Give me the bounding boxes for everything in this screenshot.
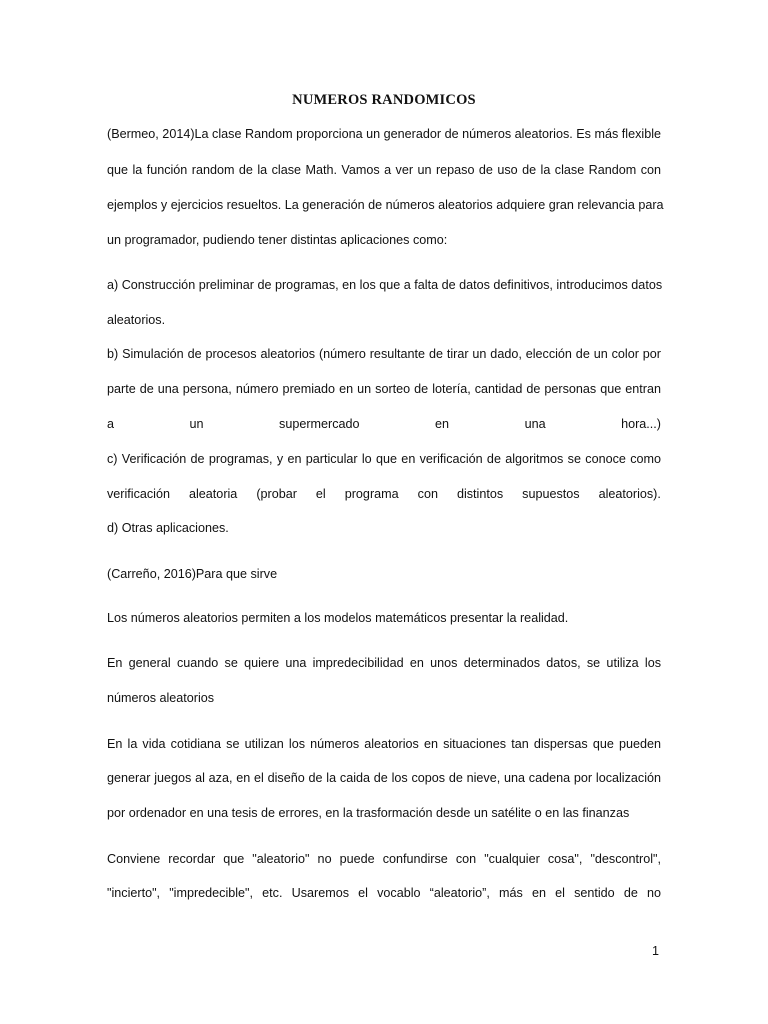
word: con — [417, 487, 438, 501]
document-title: NUMEROS RANDOMICOS — [292, 92, 476, 108]
paragraph-line: por ordenador en una tesis de errores, en la trasformación desde un satélite o en las finanzas — [107, 806, 630, 820]
word: hora...) — [621, 417, 661, 431]
paragraph-line-spread — [107, 486, 661, 502]
paragraph-line: parte de una persona, número premiado en un sorteo de lotería, cantidad de personas que entran — [107, 382, 661, 396]
word: verificación — [107, 487, 170, 501]
paragraph-line: un programador, pudiendo tener distintas aplicaciones como: — [107, 233, 448, 247]
paragraph-line: En la vida cotidiana se utilizan los números aleatorios en situaciones tan dispersas que pueden — [107, 737, 661, 751]
word: supermercado — [279, 417, 360, 431]
paragraph-line: ejemplos y ejercicios resueltos. La generación de números aleatorios adquiere gran relevancia para — [107, 198, 664, 212]
word: aleatoria — [189, 487, 238, 501]
paragraph-line: Conviene recordar que "aleatorio" no puede confundirse con "cualquier cosa", "descontrol", — [107, 852, 661, 866]
paragraph-line: números aleatorios — [107, 691, 215, 705]
paragraph-line: b) Simulación de procesos aleatorios (número resultante de tirar un dado, elección de un color por — [107, 347, 661, 361]
word: el — [315, 487, 326, 501]
word: a — [107, 417, 115, 431]
section-heading: (Carreño, 2016)Para que sirve — [107, 567, 278, 581]
page-number: 1 — [652, 944, 660, 958]
word: una — [524, 417, 546, 431]
word: distintos — [456, 487, 504, 501]
paragraph-line: c) Verificación de programas, y en particular lo que en verificación de algoritmos se conoce como — [107, 452, 661, 466]
paragraph-line: generar juegos al aza, en el diseño de la caida de los copos de nieve, una cadena por localización — [107, 771, 661, 785]
paragraph-line: a) Construcción preliminar de programas, en los que a falta de datos definitivos, introducimos datos — [107, 278, 663, 292]
paragraph-line: aleatorios. — [107, 313, 166, 327]
paragraph-line: En general cuando se quiere una impredecibilidad en unos determinados datos, se utiliza los — [107, 656, 661, 670]
word: (probar — [256, 487, 297, 501]
paragraph-line: que la función random de la clase Math. Vamos a ver un repaso de uso de la clase Random con — [107, 163, 661, 177]
paragraph-line-spread — [107, 416, 661, 432]
paragraph-line: d) Otras aplicaciones. — [107, 521, 229, 535]
word: en — [435, 417, 450, 431]
word: un — [189, 417, 204, 431]
paragraph-line: "incierto", "impredecible", etc. Usaremos el vocablo “aleatorio”, más en el sentido de no — [107, 886, 661, 900]
paragraph-line: Los números aleatorios permiten a los modelos matemáticos presentar la realidad. — [107, 611, 569, 625]
word: aleatorios). — [598, 487, 661, 501]
word: supuestos — [522, 487, 580, 501]
word: programa — [344, 487, 399, 501]
paragraph-line: (Bermeo, 2014)La clase Random proporciona un generador de números aleatorios. Es más flexible — [107, 127, 661, 141]
